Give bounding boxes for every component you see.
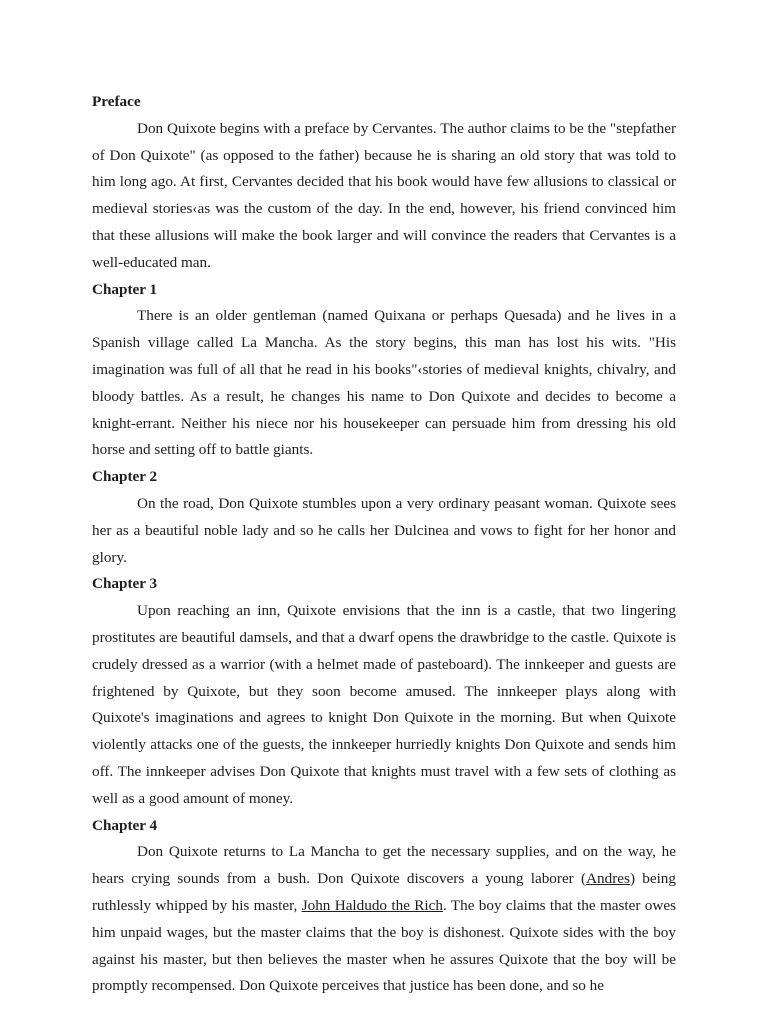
section-heading-chapter-4: Chapter 4	[92, 816, 158, 834]
paragraph-text: . The boy claims that the master owes him unpaid wages, but the master claims that the boy is dishonest. Quixote sides with the boy against his master, but then believes the master when he assures Quixote that the boy will be promptly recompensed. Don Quixote perceives that justice has been done, and so he	[92, 896, 676, 995]
section-heading-chapter-2: Chapter 2	[92, 468, 158, 486]
section-paragraph-chapter-3	[92, 598, 676, 812]
paragraph-text: Don Quixote returns to La Mancha to get the necessary supplies, and on the way, he hears crying sounds from a bush. Don Quixote discovers a young laborer (	[92, 843, 676, 888]
paragraph-text: There is an older gentleman (named Quixana or perhaps Quesada) and he lives in a Spanish village called La Mancha. As the story begins, this man has lost his wits. "His imagination was full of all that he read in his books"‹stories of medieval knights, chivalry, and bloody battles. As a result, he changes his name to Don Quixote and decides to become a knight-errant. Neither his niece nor his housekeeper can persuade him from dressing his old horse and setting off to battle giants.	[92, 307, 676, 459]
paragraph-text: Don Quixote begins with a preface by Cervantes. The author claims to be the "stepfather of Don Quixote" (as opposed to the father) because he is sharing an old story that was told to him long ago. At first, Cervantes decided that his book would have few allusions to classical or medieval stories‹as was the custom of the day. In the end, however, his friend convinced him that these allusions will make the book larger and will convince the readers that Cervantes is a well-educated man.	[92, 119, 676, 271]
paragraph-text: Upon reaching an inn, Quixote envisions that the inn is a castle, that two lingering prostitutes are beautiful damsels, and that a dwarf opens the drawbridge to the castle. Quixote is crudely dressed as a warrior (with a helmet made of pasteboard). The innkeeper and guests are frightened by Quixote, but they soon become amused. The innkeeper plays along with Quixote's imaginations and agrees to knight Don Quixote in the morning. But when Quixote violently attacks one of the guests, the innkeeper hurriedly knights Don Quixote and sends him off. The innkeeper advises Don Quixote that knights must travel with a few sets of clothing as well as a good amount of money.	[92, 602, 676, 807]
section-heading-chapter-3: Chapter 3	[92, 575, 158, 593]
link-andres[interactable]: Andres	[586, 870, 630, 888]
document-body	[92, 89, 676, 1000]
section-heading-chapter-1: Chapter 1	[92, 280, 158, 298]
section-paragraph-chapter-2	[92, 491, 676, 571]
section-paragraph-chapter-4	[92, 839, 676, 1000]
section-heading-preface: Preface	[92, 93, 141, 110]
section-paragraph-preface	[92, 116, 676, 277]
section-paragraph-chapter-1	[92, 303, 676, 464]
paragraph-text: On the road, Don Quixote stumbles upon a very ordinary peasant woman. Quixote sees her as a beautiful noble lady and so he calls her Dulcinea and vows to fight for her honor and glory.	[92, 494, 676, 566]
paragraph-text: ) being ruthlessly whipped by his master,	[92, 870, 676, 914]
link-john-haldudo[interactable]: John Haldudo the Rich	[301, 896, 443, 914]
